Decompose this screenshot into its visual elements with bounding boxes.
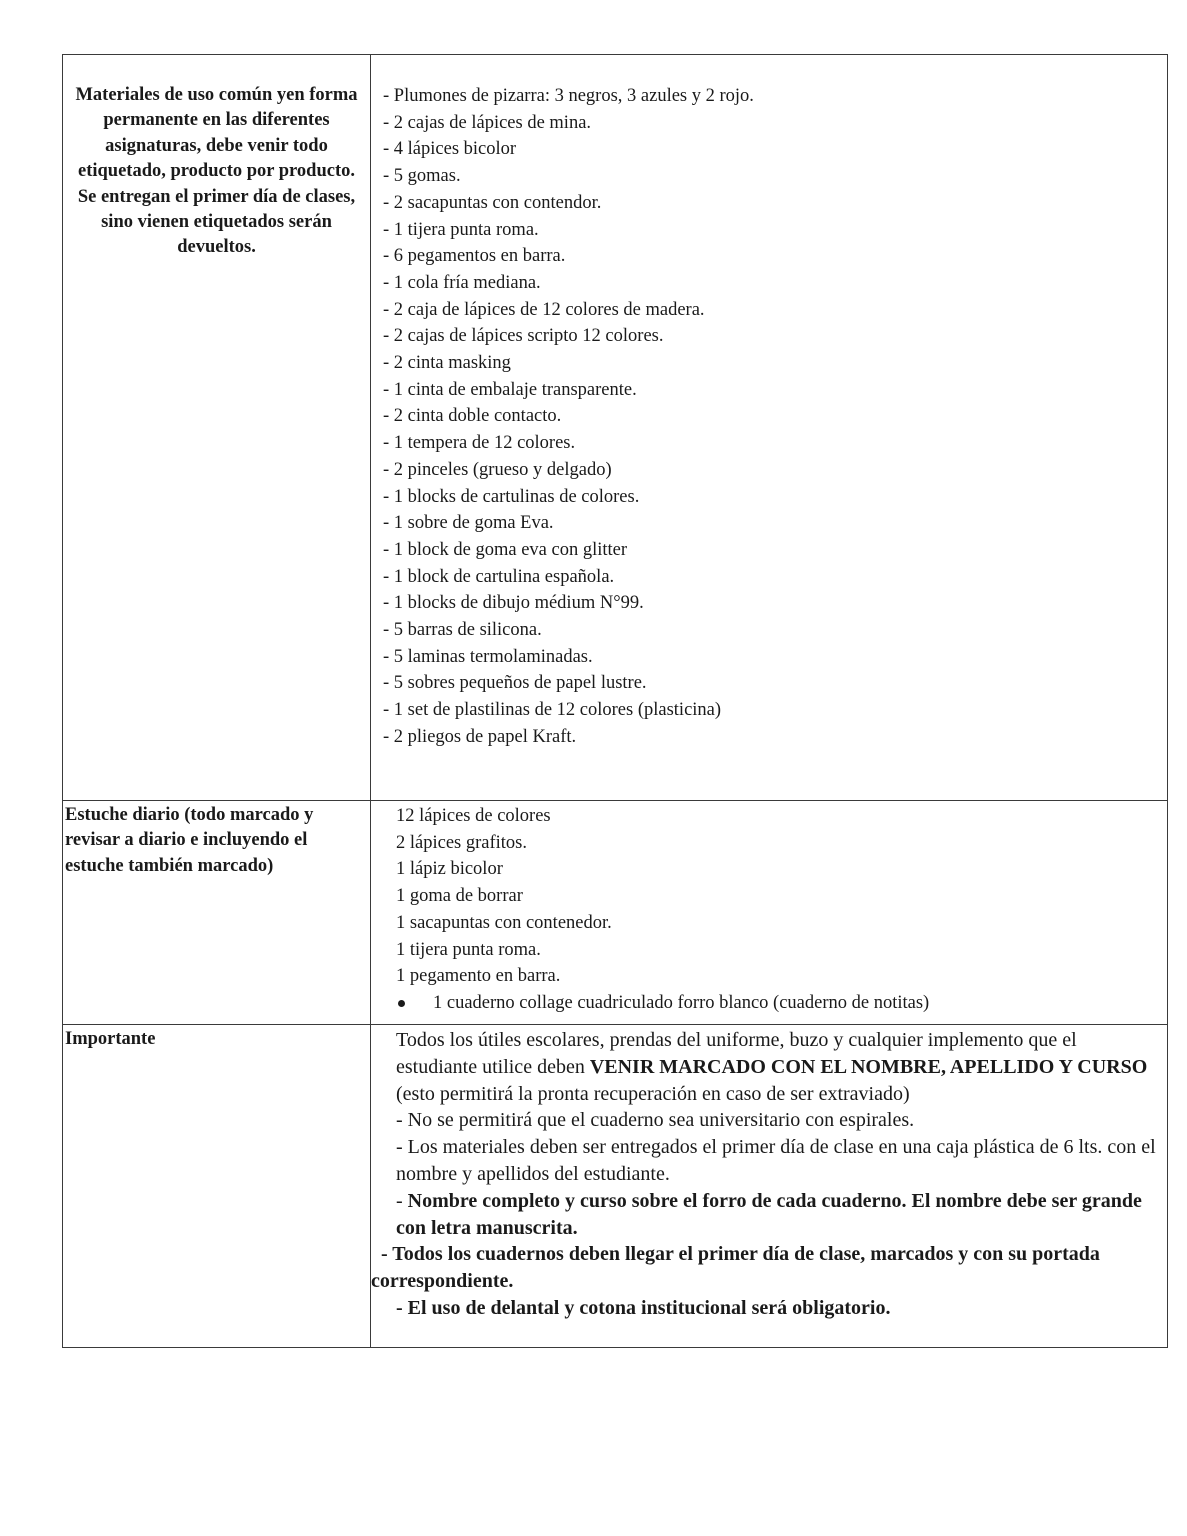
list-item: 1 lápiz bicolor	[396, 859, 503, 880]
note-apron-mandatory: - El uso de delantal y cotona institucional será obligatorio.	[396, 1296, 891, 1319]
list-item: - Plumones de pizarra: 3 negros, 3 azules y 2 rojo.	[383, 86, 754, 106]
list-item: 12 lápices de colores	[396, 806, 551, 826]
pencil-case-label: Estuche diario (todo marcado y revisar a diario e incluyendo el estuche también marcado)	[65, 805, 314, 876]
note-delivery-box: - Los materiales deben ser entregados el primer día de clase en una caja plástica de 6 lts. con el nombre y apellidos del estudiante.	[396, 1136, 1156, 1185]
note-dash: -	[396, 1189, 408, 1212]
list-item: - 1 cola fría mediana.	[383, 272, 541, 293]
row-daily-pencil-case	[63, 801, 1168, 1025]
list-item: - 5 gomas.	[383, 166, 461, 187]
pencil-case-label-cell	[63, 801, 371, 1025]
list-item: 2 lápices grafitos.	[396, 832, 527, 853]
list-item: - 1 set de plastilinas de 12 colores (plasticina)	[383, 700, 722, 721]
list-item: - 2 cajas de lápices scripto 12 colores.	[383, 326, 664, 347]
common-materials-label: Materiales de uso común yen forma permanente en las diferentes asignaturas, debe venir todo etiquetado, producto por producto. Se entregan el primer día de clases, sino vienen etiquetados serán devueltos.	[75, 85, 358, 258]
note-emphasis: Nombre completo y curso sobre el forro de cada cuaderno. El nombre debe ser grande con letra manuscrita.	[396, 1189, 1142, 1239]
list-item: - 1 blocks de dibujo médium N°99.	[383, 593, 644, 614]
bullet-list-item	[371, 990, 1167, 1017]
important-label-cell	[63, 1025, 371, 1348]
list-item: - 2 pliegos de papel Kraft.	[383, 726, 577, 747]
list-item: - 1 sobre de goma Eva.	[383, 513, 554, 534]
supply-list-table	[62, 54, 1168, 1348]
common-materials-label-cell	[63, 55, 371, 801]
list-item: - 2 cinta masking	[383, 353, 511, 374]
list-item: - 2 caja de lápices de 12 colores de madera.	[383, 299, 705, 320]
list-item: - 4 lápices bicolor	[383, 139, 517, 160]
note-text: Todos los útiles escolares, prendas del uniforme, buzo y cualquier implemento que el estudiante utilice deben	[396, 1029, 1077, 1078]
row-common-materials	[63, 55, 1168, 801]
list-item: 1 pegamento en barra.	[396, 966, 561, 987]
row-important	[63, 1025, 1168, 1348]
note-emphasis: VENIR MARCADO CON EL NOMBRE, APELLIDO Y CURSO	[589, 1055, 1148, 1078]
bullet-dot-icon	[398, 1000, 405, 1007]
list-item: - 2 pinceles (grueso y delgado)	[383, 459, 612, 480]
important-notes	[371, 1025, 1167, 1322]
list-item: - 2 cinta doble contacto.	[383, 406, 562, 427]
list-item: - 1 blocks de cartulinas de colores.	[383, 486, 640, 507]
note-labeling	[371, 1027, 1167, 1107]
common-materials-list-cell	[371, 55, 1168, 801]
list-item: 1 sacapuntas con contenedor.	[396, 912, 612, 933]
list-item: - 6 pegamentos en barra.	[383, 246, 566, 267]
pencil-case-list	[371, 801, 1167, 990]
list-item: - 1 tempera de 12 colores.	[383, 433, 576, 454]
important-notes-cell	[371, 1025, 1168, 1348]
note-text: (esto permitirá la pronta recuperación en caso de ser extraviado)	[396, 1082, 910, 1105]
list-item: - 2 sacapuntas con contendor.	[383, 192, 602, 213]
common-materials-list	[371, 55, 1167, 751]
list-item: 1 goma de borrar	[396, 886, 523, 907]
bullet-item-text: 1 cuaderno collage cuadriculado forro blanco (cuaderno de notitas)	[433, 992, 930, 1013]
list-item: - 1 block de goma eva con glitter	[383, 539, 628, 560]
list-item: 1 tijera punta roma.	[396, 939, 541, 960]
list-item: - 1 cinta de embalaje transparente.	[383, 379, 637, 400]
note-no-spiral: - No se permitirá que el cuaderno sea universitario con espirales.	[396, 1109, 915, 1132]
list-item: - 1 tijera punta roma.	[383, 219, 539, 240]
list-item: - 1 block de cartulina española.	[383, 566, 615, 587]
important-label: Importante	[65, 1029, 156, 1049]
list-item: - 5 sobres pequeños de papel lustre.	[383, 673, 647, 694]
list-item: - 5 laminas termolaminadas.	[383, 646, 593, 667]
list-item: - 5 barras de silicona.	[383, 620, 542, 641]
note-notebook-name	[371, 1188, 1167, 1242]
note-notebooks-first-day: - Todos los cuadernos deben llegar el primer día de clase, marcados y con su portada correspondiente.	[371, 1243, 1105, 1293]
pencil-case-list-cell	[371, 801, 1168, 1025]
list-item: - 2 cajas de lápices de mina.	[383, 112, 592, 133]
